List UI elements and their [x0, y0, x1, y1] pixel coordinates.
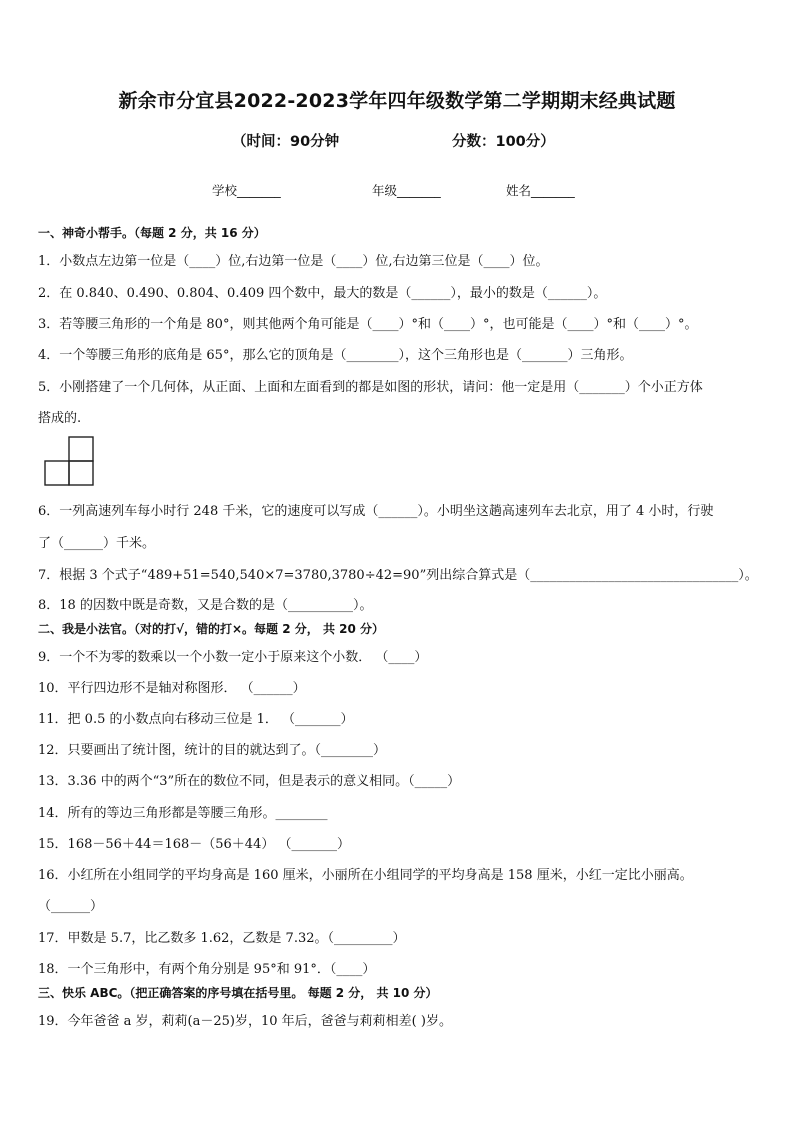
- question-11: 11．把 0.5 的小数点向右移动三位是 1． （_______）: [38, 712, 354, 727]
- question-2: 2．在 0.840、0.490、0.804、0.409 四个数中，最大的数是（______），最小的数是（______）。: [38, 286, 607, 301]
- question-6-line-1: 6．一列高速列车每小时行 248 千米，它的速度可以写成（______）。小明坐这趟高速列车去北京，用了 4 小时，行驶: [38, 504, 714, 519]
- question-7: 7．根据 3 个式子“489+51=540,540×7=3780,3780÷42=90”列出综合算式是（________________________________）。: [38, 568, 758, 583]
- question-9: 9．一个不为零的数乘以一个小数一定小于原来这个小数． （____）: [38, 650, 428, 665]
- exam-subtitle: [0, 130, 794, 150]
- question-5-line-2: 搭成的.: [38, 411, 82, 426]
- question-16-line-1: 16．小红所在小组同学的平均身高是 160 厘米，小丽所在小组同学的平均身高是 158 厘米，小红一定比小丽高。: [38, 868, 693, 883]
- question-14: 14．所有的等边三角形都是等腰三角形。________: [38, 806, 328, 821]
- exam-score: 分数：100分）: [452, 134, 555, 150]
- exam-time: （时间：90分钟: [232, 134, 340, 150]
- question-8: 8．18 的因数中既是奇数，又是合数的是（__________）。: [38, 598, 373, 613]
- question-10: 10．平行四边形不是轴对称图形． （______）: [38, 681, 306, 696]
- section-3-heading: 三、快乐 ABC。（把正确答案的序号填在括号里。 每题 2 分， 共 10 分）: [38, 986, 438, 1000]
- name-field: 姓名_______: [506, 183, 575, 198]
- question-5-line-1: 5．小刚搭建了一个几何体，从正面、上面和左面看到的都是如图的形状，请问：他一定是用（_______）个小正方体: [38, 380, 703, 395]
- question-1: 1．小数点左边第一位是（____）位,右边第一位是（____）位,右边第三位是（____）位。: [38, 254, 549, 269]
- question-16-line-2: （______）: [38, 899, 104, 914]
- question-19: 19．今年爸爸 a 岁，莉莉(a－25)岁，10 年后，爸爸与莉莉相差( )岁。: [38, 1014, 452, 1029]
- section-2-heading: 二、我是小法官。（对的打√，错的打×。每题 2 分， 共 20 分）: [38, 622, 384, 636]
- question-15: 15．168－56＋44＝168－（56＋44） （_______）: [38, 837, 350, 852]
- question-6-line-2: 了（______）千米。: [38, 536, 156, 551]
- page-title: 新余市分宜县2022-2023学年四年级数学第二学期期末经典试题: [118, 90, 676, 112]
- school-field: 学校_______: [212, 183, 281, 198]
- student-info: [0, 181, 794, 201]
- cube-view-figure: [44, 436, 94, 486]
- section-1-heading: 一、神奇小帮手。（每题 2 分，共 16 分）: [38, 226, 266, 240]
- question-17: 17．甲数是 5.7，比乙数多 1.62，乙数是 7.32。（_________）: [38, 931, 406, 946]
- question-3: 3．若等腰三角形的一个角是 80°，则其他两个角可能是（____）°和（____）°，也可能是（____）°和（____）°。: [38, 317, 698, 332]
- question-13: 13．3.36 中的两个“3”所在的数位不同，但是表示的意义相同。（_____）: [38, 774, 461, 789]
- question-18: 18．一个三角形中，有两个角分别是 95°和 91°．（____）: [38, 962, 376, 977]
- question-4: 4．一个等腰三角形的底角是 65°，那么它的顶角是（________），这个三角形也是（_______）三角形。: [38, 348, 633, 363]
- grade-field: 年级_______: [372, 183, 441, 198]
- question-12: 12．只要画出了统计图，统计的目的就达到了。（________）: [38, 743, 387, 758]
